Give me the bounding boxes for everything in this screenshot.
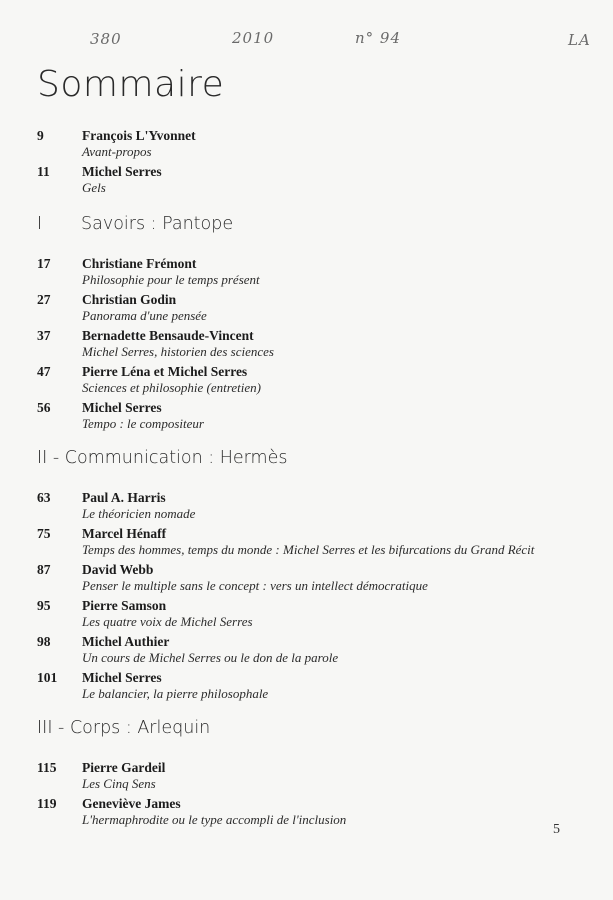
section-heading	[37, 716, 577, 760]
toc-page-number: 47	[37, 364, 51, 379]
toc-page-number: 98	[37, 634, 51, 649]
toc-author: Michel Serres	[82, 400, 162, 415]
toc-author: Michel Serres	[82, 164, 162, 179]
toc-author: Pierre Samson	[82, 598, 167, 613]
handwritten-note: 380	[90, 30, 122, 48]
toc-page-number: 27	[37, 292, 51, 307]
toc-author: Christiane Frémont	[82, 256, 197, 271]
toc-entry	[37, 400, 577, 436]
toc-page-number: 9	[37, 128, 44, 143]
toc-page-number: 11	[37, 164, 50, 179]
toc-entry	[37, 598, 577, 634]
toc-author: Paul A. Harris	[82, 490, 166, 505]
toc-page-number: 63	[37, 490, 51, 505]
page-title: Sommaire	[37, 64, 225, 105]
toc-entry	[37, 164, 577, 200]
toc-work-title: Temps des hommes, temps du monde : Michel Serres et les bifurcations du Grand Récit	[82, 542, 535, 557]
section-numeral: II -	[37, 448, 60, 468]
section-heading	[37, 212, 577, 256]
toc-entry	[37, 364, 577, 400]
toc-entry	[37, 526, 577, 562]
toc-work-title: Panorama d'une pensée	[82, 308, 207, 323]
toc-author: Pierre Gardeil	[82, 760, 166, 775]
toc-work-title: Un cours de Michel Serres ou le don de la parole	[82, 650, 339, 665]
toc-entry	[37, 796, 577, 832]
handwritten-note: n° 94	[355, 29, 402, 47]
toc-author: Christian Godin	[82, 292, 177, 307]
toc-work-title: Gels	[82, 180, 106, 195]
toc-entry	[37, 490, 577, 526]
toc-page-number: 17	[37, 256, 51, 271]
toc-work-title: Les Cinq Sens	[82, 776, 156, 791]
toc-author: David Webb	[82, 562, 154, 577]
toc-author: François L'Yvonnet	[82, 128, 196, 143]
toc-author: Bernadette Bensaude-Vincent	[82, 328, 254, 343]
section-numeral: III -	[37, 718, 65, 738]
toc-entry	[37, 256, 577, 292]
toc-work-title: Sciences et philosophie (entretien)	[82, 380, 261, 395]
toc-entry	[37, 128, 577, 164]
section-title: Corps : Arlequin	[69, 718, 211, 738]
handwritten-note: LA	[568, 31, 591, 49]
toc-author: Pierre Léna et Michel Serres	[82, 364, 248, 379]
toc-entry	[37, 760, 577, 796]
toc-work-title: Michel Serres, historien des sciences	[82, 344, 274, 359]
toc-entry	[37, 562, 577, 598]
toc-page-number: 75	[37, 526, 51, 541]
section-title: Communication : Hermès	[64, 448, 288, 468]
section-numeral: I	[37, 214, 43, 234]
toc-entry	[37, 670, 577, 706]
toc-page-number: 115	[37, 760, 57, 775]
page-number: 5	[553, 822, 560, 837]
toc-entry	[37, 328, 577, 364]
section-title: Savoirs : Pantope	[81, 214, 234, 234]
toc-work-title: Avant-propos	[82, 144, 152, 159]
toc-work-title: Le balancier, la pierre philosophale	[82, 686, 269, 701]
toc-entry	[37, 292, 577, 328]
section-heading	[37, 446, 577, 490]
table-of-contents	[37, 128, 577, 832]
toc-author: Geneviève James	[82, 796, 181, 811]
toc-work-title: Tempo : le compositeur	[82, 416, 204, 431]
toc-author: Michel Serres	[82, 670, 162, 685]
toc-page-number: 101	[37, 670, 58, 685]
toc-entry	[37, 634, 577, 670]
toc-author: Michel Authier	[82, 634, 170, 649]
toc-work-title: Penser le multiple sans le concept : vers un intellect démocratique	[82, 578, 428, 593]
toc-author: Marcel Hénaff	[82, 526, 167, 541]
toc-work-title: Philosophie pour le temps présent	[82, 272, 260, 287]
toc-page-number: 56	[37, 400, 51, 415]
toc-work-title: Le théoricien nomade	[82, 506, 196, 521]
toc-page-number: 95	[37, 598, 51, 613]
toc-page-number: 119	[37, 796, 57, 811]
toc-work-title: Les quatre voix de Michel Serres	[82, 614, 253, 629]
handwritten-note: 2010	[232, 29, 275, 47]
toc-work-title: L'hermaphrodite ou le type accompli de l'inclusion	[82, 812, 347, 827]
toc-page-number: 87	[37, 562, 51, 577]
toc-page-number: 37	[37, 328, 51, 343]
